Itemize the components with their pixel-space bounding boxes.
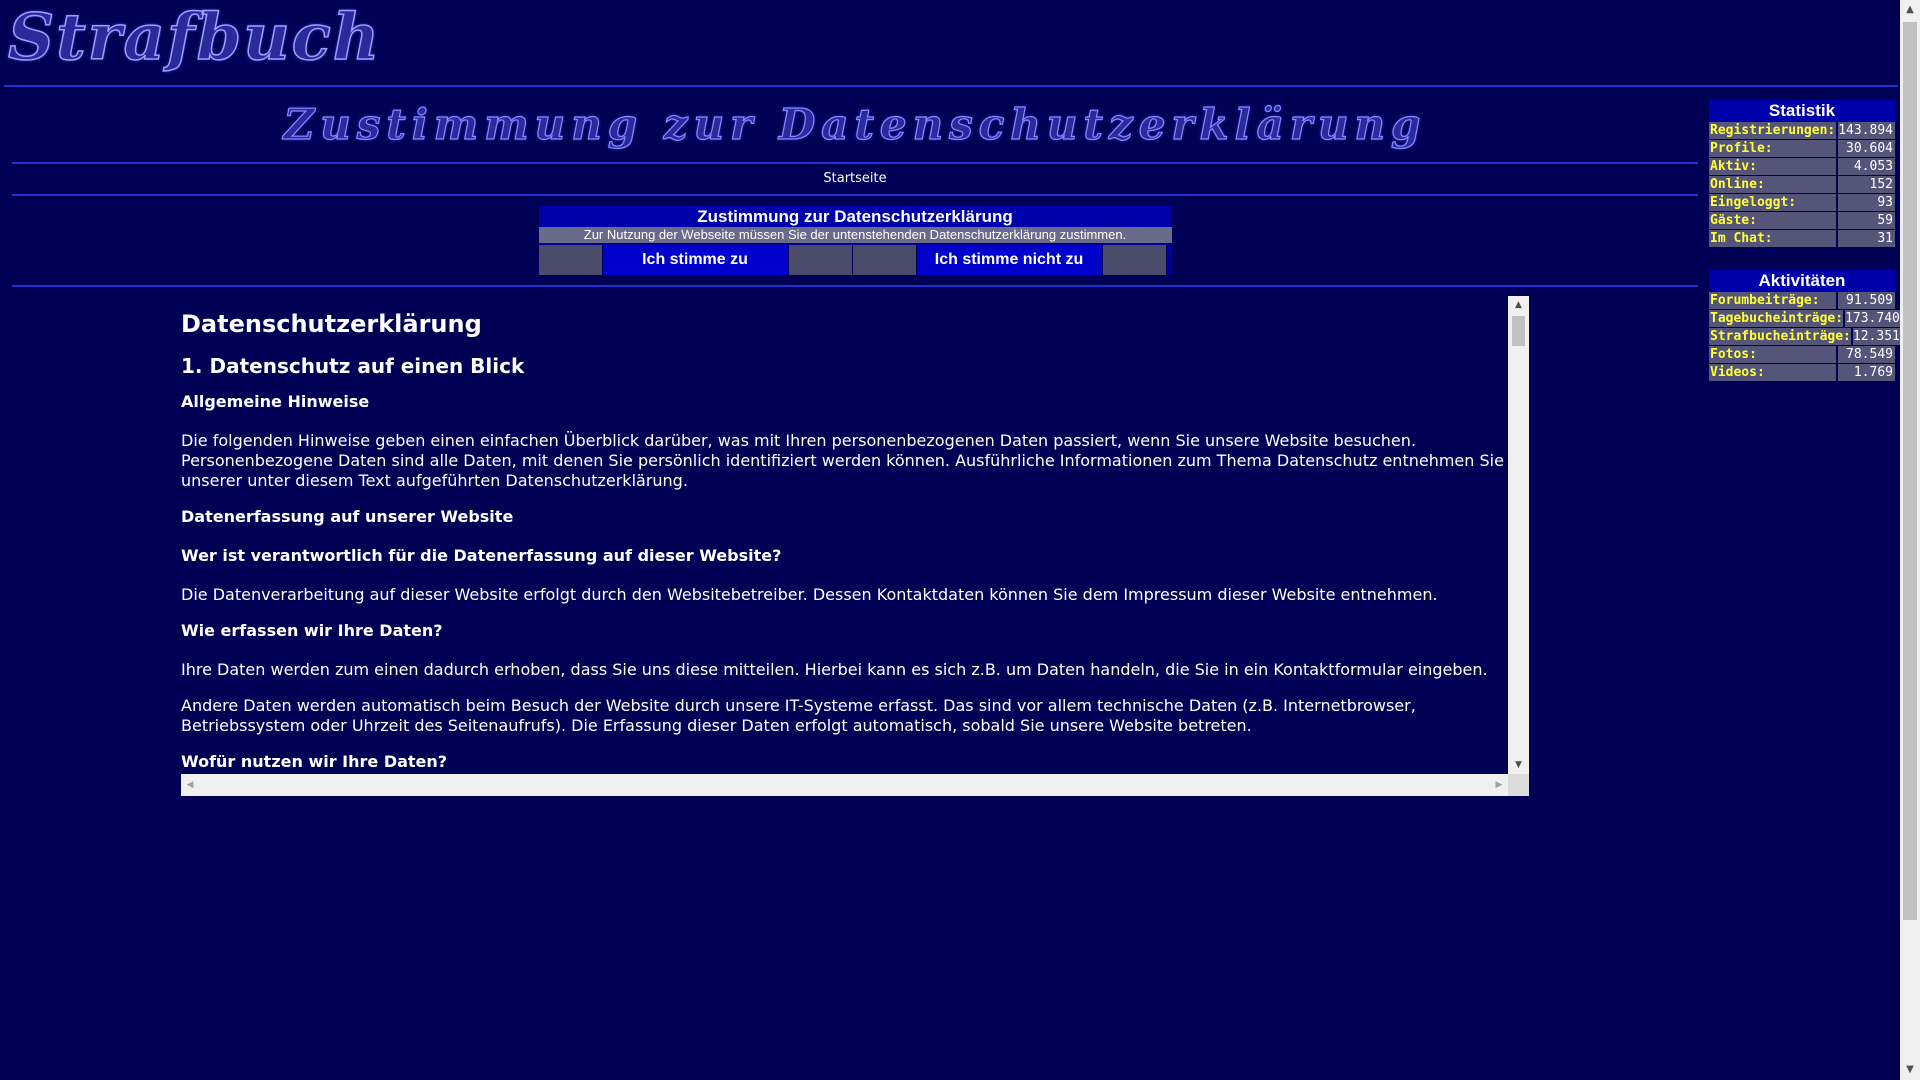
triangle-left-icon[interactable]: ◀	[186, 780, 194, 790]
button-spacer	[539, 245, 603, 275]
privacy-paragraph: Ihre Daten werden zum einen dadurch erhoben, dass Sie uns diese mitteilen. Hierbei kann es sich z.B. um Daten handeln, die Sie in ein Kontaktformular eingeben.	[181, 660, 1488, 679]
breadcrumb-home-link[interactable]: Startseite	[823, 171, 887, 186]
divider	[12, 285, 1698, 287]
activity-value: 91.509	[1838, 292, 1895, 310]
stat-row	[1709, 122, 1895, 140]
page-title: Zustimmung zur Datenschutzerklärung	[283, 100, 1427, 149]
triangle-right-icon[interactable]: ▶	[1495, 780, 1503, 790]
button-spacer	[1103, 245, 1167, 275]
frame-vertical-scrollbar[interactable]	[1508, 296, 1529, 774]
activities-title: Aktivitäten	[1709, 270, 1895, 292]
stat-value: 152	[1838, 176, 1895, 194]
activity-label: Videos:	[1709, 364, 1836, 382]
activity-label: Fotos:	[1709, 346, 1836, 364]
stat-label: Aktiv:	[1709, 158, 1836, 176]
privacy-policy-content	[181, 296, 1508, 774]
activity-value: 78.549	[1838, 346, 1895, 364]
privacy-paragraph: Andere Daten werden automatisch beim Besuch der Website durch unsere IT-Systeme erfasst. Das sind vor allem technische Daten (z.B. Internetbrowser, Betriebssystem oder Uhrzeit des Seitenaufrufs). Die Erfassung dieser Daten erfolgt automatisch, sobald Sie unsere Website betreten.	[181, 696, 1416, 735]
privacy-subheading: Allgemeine Hinweise	[181, 392, 370, 411]
main-column	[12, 90, 1698, 287]
activities-panel	[1709, 270, 1900, 382]
activity-value: 12.351	[1852, 329, 1900, 344]
divider	[12, 194, 1698, 196]
activity-row	[1709, 292, 1895, 310]
activity-label: Forumbeiträge:	[1709, 292, 1836, 310]
privacy-policy-frame[interactable]	[181, 296, 1529, 796]
stat-label: Profile:	[1709, 140, 1836, 158]
stat-row	[1709, 140, 1895, 158]
site-logo[interactable]: Strafbuch	[8, 0, 382, 75]
activity-row	[1709, 328, 1900, 346]
statistics-panel	[1709, 100, 1895, 248]
privacy-subheading: Datenerfassung auf unserer Website	[181, 507, 514, 526]
stat-row	[1709, 158, 1895, 176]
button-spacer	[853, 245, 917, 275]
stat-row	[1709, 230, 1895, 248]
stat-label: Eingeloggt:	[1709, 194, 1836, 212]
stat-label: Registrierungen:	[1710, 123, 1836, 138]
triangle-up-icon[interactable]: ▲	[1515, 300, 1522, 310]
privacy-subheading: Wer ist verantwortlich für die Datenerfassung auf dieser Website?	[181, 546, 782, 565]
activity-value: 1.769	[1838, 364, 1895, 382]
triangle-up-icon[interactable]: ▲	[1906, 4, 1914, 15]
stat-label: Im Chat:	[1709, 230, 1836, 248]
header-divider	[4, 85, 1898, 87]
activity-label: Tagebucheinträge:	[1710, 311, 1844, 326]
activity-label: Strafbucheinträge:	[1710, 329, 1851, 344]
agree-button[interactable]: Ich stimme zu	[603, 245, 789, 275]
consent-title: Zustimmung zur Datenschutzerklärung	[539, 206, 1172, 227]
privacy-heading: Datenschutzerklärung	[181, 310, 482, 338]
scrollbar-corner	[1508, 774, 1529, 796]
statistics-title: Statistik	[1709, 100, 1895, 122]
stat-value: 31	[1838, 230, 1895, 248]
stat-value: 93	[1838, 194, 1895, 212]
activity-value: 173.740	[1845, 311, 1900, 326]
disagree-button[interactable]: Ich stimme nicht zu	[917, 245, 1103, 275]
page-scrollbar[interactable]	[1900, 0, 1920, 1080]
scrollbar-thumb[interactable]	[1512, 316, 1525, 346]
stat-label: Gäste:	[1709, 212, 1836, 230]
triangle-down-icon[interactable]: ▼	[1906, 1064, 1914, 1075]
sidebar	[1709, 100, 1900, 404]
activity-row	[1709, 346, 1895, 364]
privacy-subheading: Wofür nutzen wir Ihre Daten?	[181, 752, 448, 771]
page-scrollbar-thumb[interactable]	[1903, 22, 1917, 920]
stat-value: 30.604	[1838, 140, 1895, 158]
stat-value: 143.894	[1838, 123, 1893, 138]
consent-box	[539, 206, 1172, 275]
stat-label: Online:	[1709, 176, 1836, 194]
privacy-section-title: 1. Datenschutz auf einen Blick	[181, 354, 525, 378]
activity-row	[1709, 310, 1900, 328]
privacy-paragraph: Die folgenden Hinweise geben einen einfachen Überblick darüber, was mit Ihren personenbezogenen Daten passiert, wenn Sie unsere Website besuchen. Personenbezogene Daten sind alle Daten, mit denen Sie persönlich identifiziert werden können. Ausführliche Informationen zum Thema Datenschutz entnehmen Sie unserer unter diesem Text aufgeführten Datenschutzerklärung.	[181, 431, 1504, 490]
button-spacer	[789, 245, 853, 275]
frame-horizontal-scrollbar[interactable]	[181, 774, 1508, 796]
triangle-down-icon[interactable]: ▼	[1515, 760, 1522, 770]
stat-row	[1709, 212, 1895, 230]
privacy-paragraph: Die Datenverarbeitung auf dieser Website erfolgt durch den Websitebetreiber. Dessen Kontaktdaten können Sie dem Impressum dieser Website entnehmen.	[181, 585, 1438, 604]
stat-row	[1709, 176, 1895, 194]
stat-value: 4.053	[1838, 158, 1895, 176]
stat-value: 59	[1838, 212, 1895, 230]
activity-row	[1709, 364, 1895, 382]
breadcrumb	[12, 164, 1698, 194]
consent-text: Zur Nutzung der Webseite müssen Sie der untenstehenden Datenschutzerklärung zustimmen.	[539, 227, 1172, 243]
stat-row	[1709, 194, 1895, 212]
consent-buttons	[539, 245, 1172, 275]
privacy-subheading: Wie erfassen wir Ihre Daten?	[181, 621, 443, 640]
